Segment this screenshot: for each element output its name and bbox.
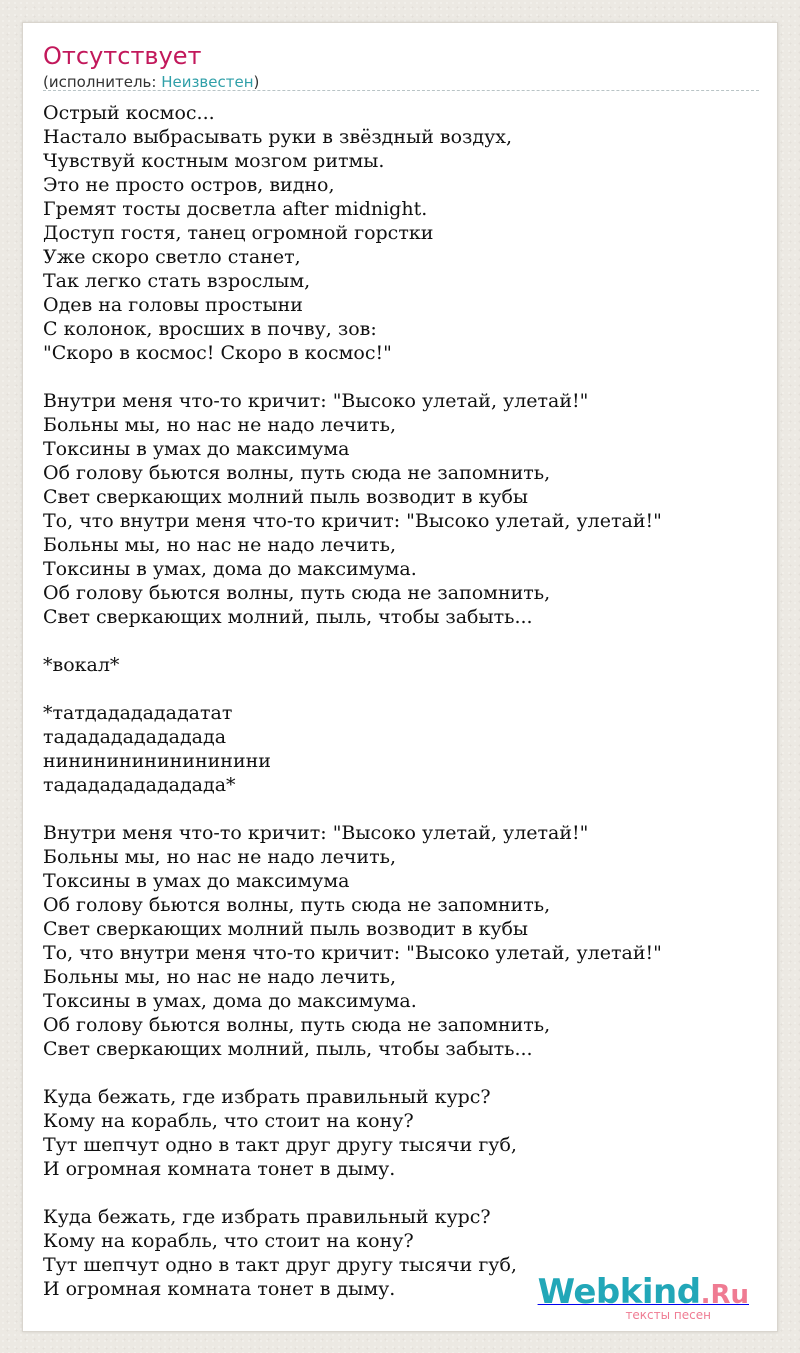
artist-suffix: ) <box>253 73 260 91</box>
logo-tagline: тексты песен <box>625 1308 711 1322</box>
lyrics-text: Острый космос... Настало выбрасывать руки в звёздный воздух, Чувствуй костным мозгом ритмы. Это не просто остров, видно, Гремят тосты досветла after midnight. Доступ гостя, танец огромной горстки Уже скоро светло станет, Так легко стать взрослым, Одев на головы простыни С колонок, вросших в почву, зов: "Скоро в космос! Скоро в космос!" Внутри меня что-то кричит: "Высоко улетай, улетай!" Больны мы, но нас не надо лечить, Токсины в умах до максимума Об голову бьются волны, путь сюда не запомнить, Свет сверкающих молний пыль возводит в кубы То, что внутри меня что-то кричит: "Высоко улетай, улетай!" Больны мы, но нас не надо лечить, Токсины в умах, дома до максимума. Об голову бьются волны, путь сюда не запомнить, Свет сверкающих молний, пыль, чтобы забыть... *вокал* *татдададададатат тададададададада нинининининининини тададададададада* Внутри меня что-то кричит: "Высоко улетай, улетай!" Больны мы, но нас не надо лечить, Токсины в умах до максимума Об голову бьются волны, путь сюда не запомнить, Свет сверкающих молний пыль возводит в кубы То, что внутри меня что-то кричит: "Высоко улетай, улетай!" Больны мы, но нас не надо лечить, Токсины в умах, дома до максимума. Об голову бьются волны, путь сюда не запомнить, Свет сверкающих молний, пыль, чтобы забыть... Куда бежать, где избрать правильный курс? Кому на корабль, что стоит на кону? Тут шепчут одно в такт друг другу тысячи губ, И огромная комната тонет в дыму. Куда бежать, где избрать правильный курс? Кому на корабль, что стоит на кону? Тут шепчут одно в такт друг другу тысячи губ, И огромная комната тонет в дыму. <box>43 102 662 1300</box>
logo-tld: .Ru <box>700 1280 749 1310</box>
title-divider <box>43 90 759 91</box>
artist-line <box>43 72 259 92</box>
site-logo[interactable] <box>537 1272 749 1322</box>
artist-prefix: (исполнитель: <box>43 73 162 91</box>
logo-name: Webkind <box>537 1272 701 1312</box>
lyrics-card <box>22 22 778 1332</box>
artist-link[interactable]: Неизвестен <box>161 73 254 91</box>
song-title: Отсутствует <box>43 42 202 70</box>
